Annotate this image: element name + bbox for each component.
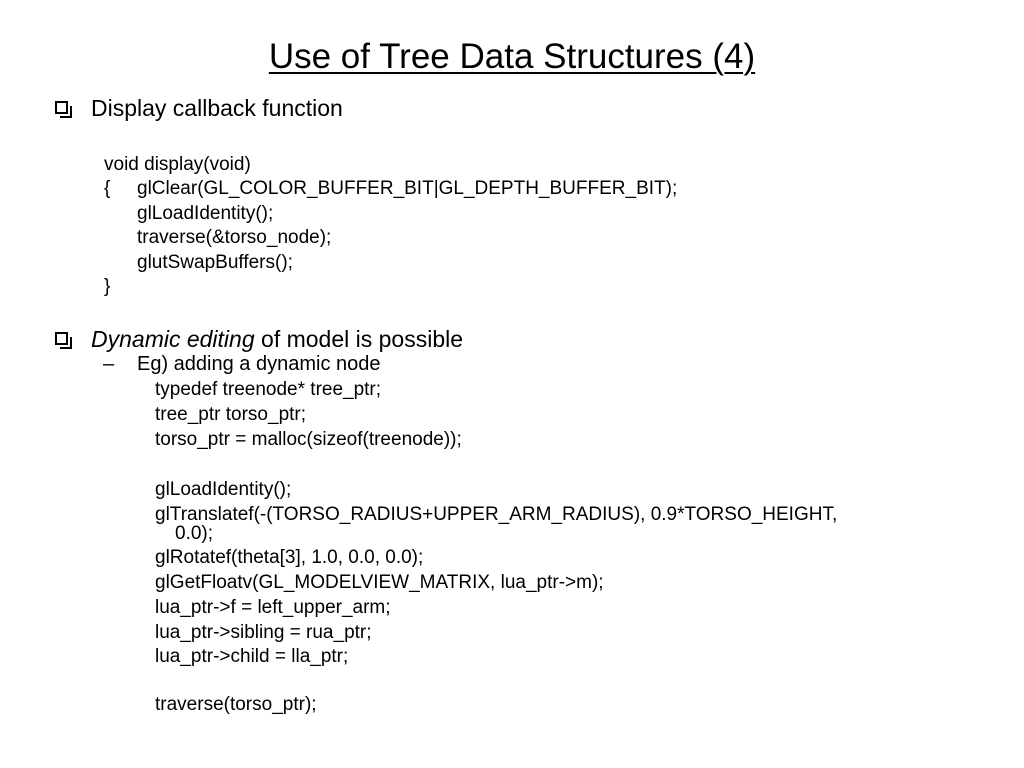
checkbox-bullet-icon [55,332,68,345]
code-brace-open: { [104,178,111,200]
code-line: lua_ptr->f = left_upper_arm; [155,597,391,618]
code-text: glLoadIdentity(); [137,202,274,224]
code-line: glTranslatef(-(TORSO_RADIUS+UPPER_ARM_RADIUS), 0.9*TORSO_HEIGHT, [155,504,838,525]
bullet-text [91,325,463,353]
code-line [104,177,678,201]
code-text: glClear(GL_COLOR_BUFFER_BIT|GL_DEPTH_BUFFER_BIT); [137,178,678,200]
code-text: glutSwapBuffers(); [137,251,293,273]
code-line [104,226,331,250]
code-line: typedef treenode* tree_ptr; [155,379,382,400]
dash-bullet-icon: – [103,353,115,375]
bullet-text-rest: of model is possible [254,326,464,352]
bullet-text: Display callback function [91,95,343,121]
code-line: tree_ptr torso_ptr; [155,404,307,425]
code-line [104,251,331,275]
code-block-display [104,153,678,299]
slide-title: Use of Tree Data Structures (4) [268,37,756,76]
code-line: glRotatef(theta[3], 1.0, 0.0, 0.0); [155,547,424,568]
code-line: glLoadIdentity(); [155,479,292,500]
code-line [104,202,331,226]
code-line-continuation [175,522,213,546]
checkbox-bullet-icon [55,101,68,114]
bullet-text-italic: Dynamic editing [91,326,255,352]
code-line: torso_ptr = malloc(sizeof(treenode)); [155,429,462,450]
code-line: lua_ptr->sibling = rua_ptr; [155,622,372,643]
code-line: traverse(torso_ptr); [155,694,317,715]
code-line: glGetFloatv(GL_MODELVIEW_MATRIX, lua_ptr->m); [155,572,604,593]
code-line: lua_ptr->child = lla_ptr; [155,646,349,667]
code-text: } [104,275,111,297]
code-text: traverse(&torso_node); [137,227,332,249]
code-line [104,275,331,299]
code-line: void display(void) [104,154,251,175]
code-text: 0.0); [175,523,214,544]
sub-bullet-text: Eg) adding a dynamic node [137,353,381,375]
